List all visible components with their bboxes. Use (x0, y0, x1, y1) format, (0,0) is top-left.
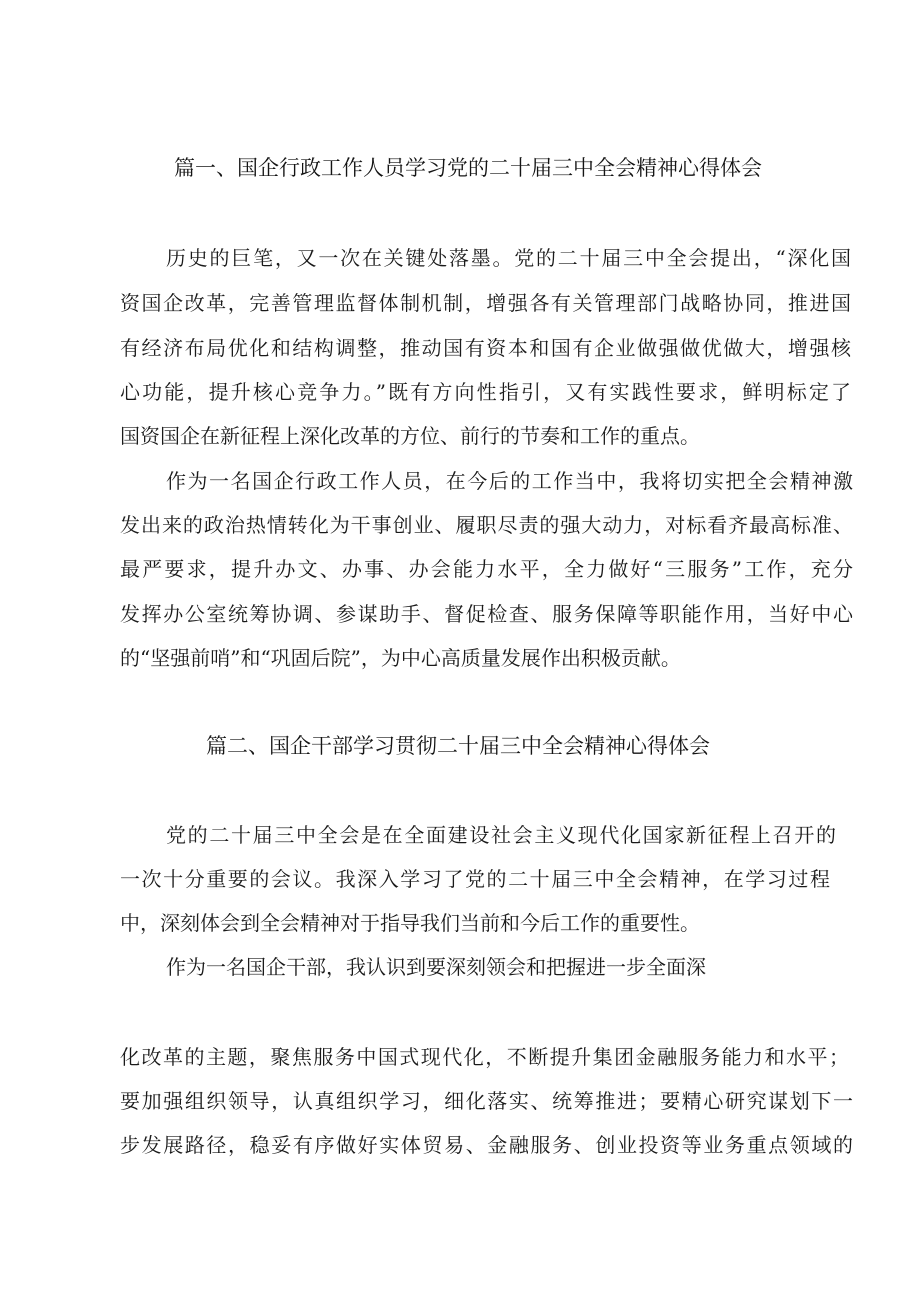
section-1-line-4: 心功能，提升核心竞争力。”既有方向性指引，又有实践性要求，鲜明标定了 (120, 380, 851, 404)
section-2-line-5: 化改革的主题，聚焦服务中国式现代化，不断提升集团金融服务能力和水平； (120, 1045, 849, 1069)
section-1-line-7: 发出来的政治热情转化为干事创业、履职尽责的强大动力，对标看齐最高标准、 (120, 513, 853, 537)
section-1-title: 篇一、国企行政工作人员学习党的二十届三中全会精神心得体会 (174, 156, 762, 180)
section-2-line-2: 一次十分重要的会议。我深入学习了党的二十届三中全会精神，在学习过程 (120, 867, 830, 891)
section-1-line-6: 作为一名国企行政工作人员，在今后的工作当中，我将切实把全会精神激 (166, 469, 853, 493)
section-1-line-2: 资国企改革，完善管理监督体制机制，增强各有关管理部门战略协同，推进国 (120, 291, 851, 315)
section-1-line-5: 国资国企在新征程上深化改革的方位、前行的节奏和工作的重点。 (120, 424, 700, 448)
section-1-line-8: 最严要求，提升办文、办事、办会能力水平，全力做好“三服务”工作，充分 (120, 557, 853, 581)
section-2-title: 篇二、国企干部学习贯彻二十届三中全会精神心得体会 (206, 734, 710, 758)
section-2-line-7: 步发展路径，稳妥有序做好实体贸易、金融服务、创业投资等业务重点领域的 (120, 1133, 853, 1157)
section-2-line-3: 中，深刻体会到全会精神对于指导我们当前和今后工作的重要性。 (120, 911, 700, 935)
section-1-line-1: 历史的巨笔，又一次在关键处落墨。党的二十届三中全会提出，“深化国 (166, 246, 851, 270)
section-1-line-10: 的“坚强前哨”和“巩固后院”，为中心高质量发展作出积极贡献。 (120, 646, 681, 670)
section-2-line-6: 要加强组织领导，认真组织学习，细化落实、统筹推进；要精心研究谋划下一 (120, 1089, 853, 1113)
section-2-line-4: 作为一名国企干部，我认识到要深刻领会和把握进一步全面深 (166, 955, 706, 979)
section-1-line-9: 发挥办公室统筹协调、参谋助手、督促检查、服务保障等职能作用，当好中心 (120, 602, 853, 626)
section-1-line-3: 有经济布局优化和结构调整，推动国有资本和国有企业做强做优做大，增强核 (120, 336, 851, 360)
section-2-line-1: 党的二十届三中全会是在全面建设社会主义现代化国家新征程上召开的 (166, 823, 836, 847)
